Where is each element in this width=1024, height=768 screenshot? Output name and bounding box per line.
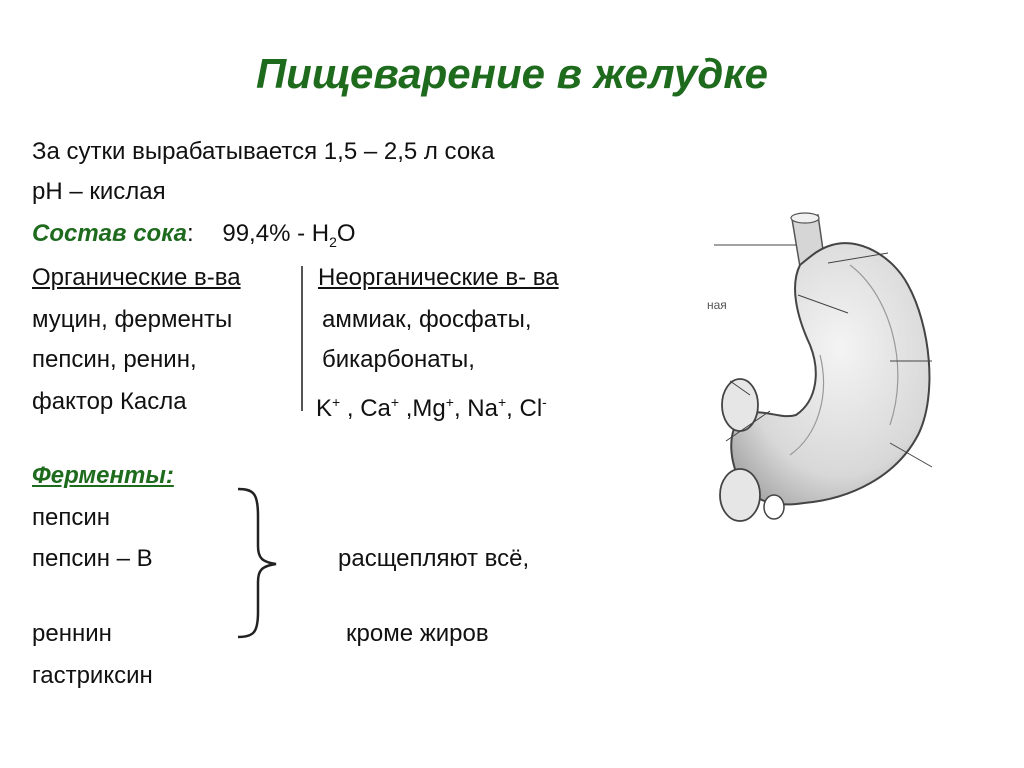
organic-header: Органические в-ва: [32, 264, 241, 291]
enzyme-item: пепсин: [32, 504, 110, 531]
organic-item: пепсин, ренин,: [32, 346, 197, 373]
enzyme-item: реннин: [32, 620, 112, 647]
enzyme-item: пепсин – В: [32, 545, 153, 572]
enzymes-header: Ферменты:: [32, 462, 174, 489]
column-divider: [301, 266, 303, 411]
ion-charge: +: [390, 394, 400, 410]
ion-charge: +: [445, 394, 454, 410]
page-title: Пищеварение в желудке: [255, 50, 769, 97]
enzymes-note-line1: расщепляют всё,: [338, 545, 530, 572]
water-subscript: 2: [329, 233, 337, 250]
stomach-diagram: [700, 205, 940, 545]
water-value: 99,4% - H: [222, 220, 330, 247]
diagram-label-fragment: ная: [707, 298, 727, 312]
ion-charge: +: [497, 394, 507, 410]
ion-symbol: , Na: [453, 395, 498, 422]
composition-line: [32, 220, 356, 256]
ion-symbol: , Ca: [340, 395, 391, 422]
composition-label: Состав сока: [32, 220, 188, 247]
water-o: O: [336, 220, 356, 247]
enzyme-item: гастриксин: [32, 662, 153, 689]
ion-symbol: ,Mg: [399, 395, 446, 422]
ion-charge: -: [542, 394, 547, 410]
ions-line: [316, 388, 547, 423]
ion-symbol: , Cl: [506, 395, 543, 422]
curly-brace-icon: [232, 486, 282, 641]
daily-volume-line: За сутки вырабатывается 1,5 – 2,5 л сока: [32, 138, 495, 165]
ion-symbol: K: [316, 395, 333, 422]
inorganic-item: аммиак, фосфаты,: [322, 306, 532, 333]
ph-line: pH – кислая: [32, 178, 166, 205]
composition-colon: :: [187, 220, 194, 247]
inorganic-item: бикарбонаты,: [322, 346, 475, 373]
ion-charge: +: [332, 394, 341, 410]
organic-item: муцин, ферменты: [32, 306, 233, 333]
organic-item: фактор Касла: [32, 388, 187, 415]
enzymes-note-line2: кроме жиров: [346, 620, 489, 647]
inorganic-header: Неорганические в- ва: [318, 264, 559, 291]
